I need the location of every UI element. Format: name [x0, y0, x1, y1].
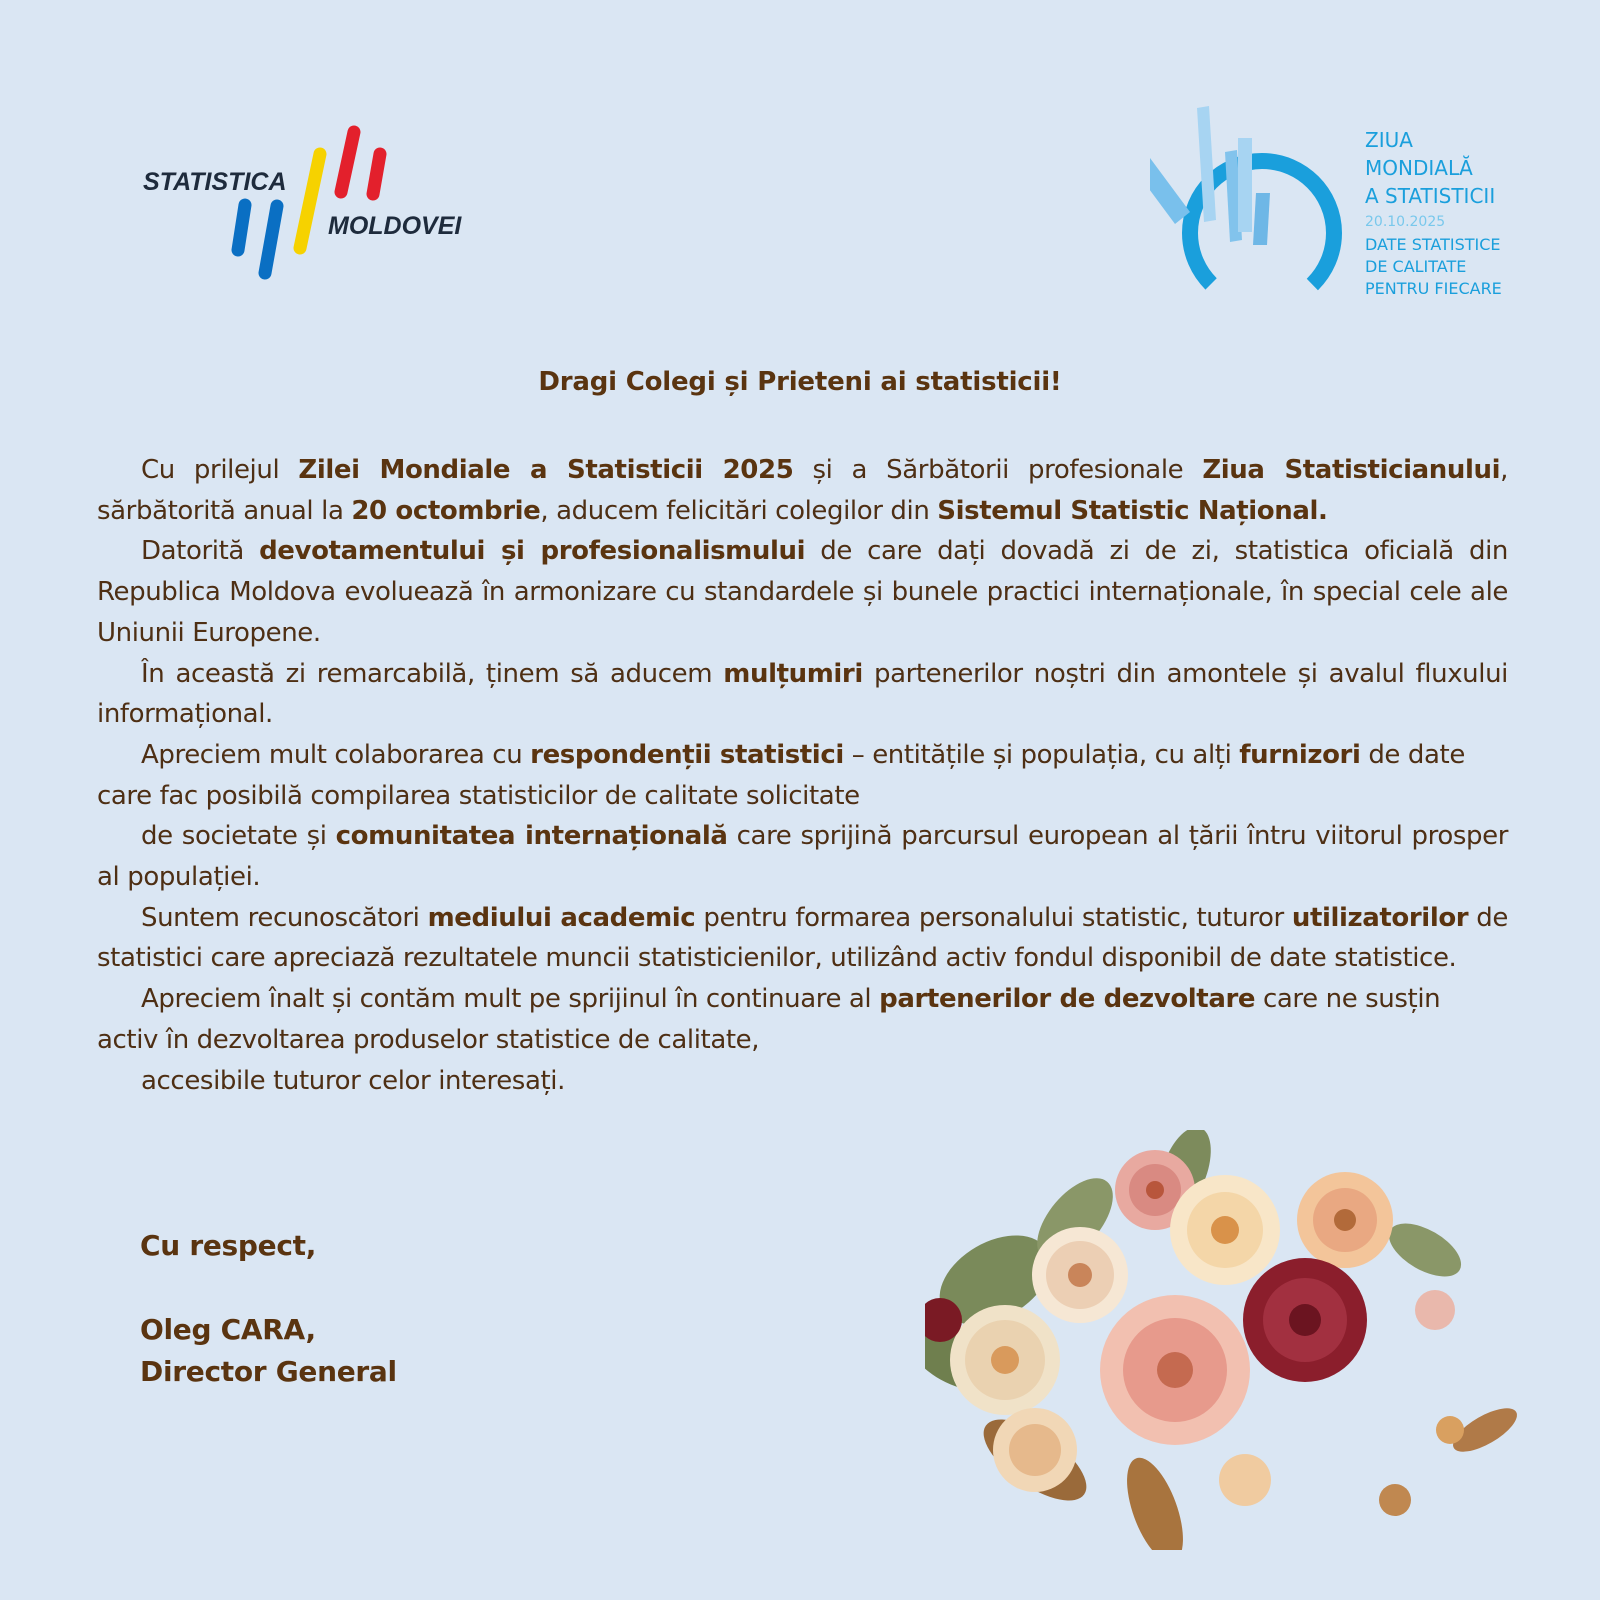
text-run: care sprijină parcursul european al țării întru viitorul prosper al populației.: [97, 821, 1508, 893]
letter-paragraph: [97, 654, 1508, 735]
text-run: În această zi remarcabilă, ținem să aducem: [141, 658, 724, 689]
text-run: care ne susțin activ în dezvoltarea produselor statistice de calitate,: [97, 984, 1441, 1055]
closing-text: Cu respect,: [140, 1229, 317, 1262]
text-run: Suntem recunoscători: [141, 902, 428, 933]
bold-phrase: furnizori: [1239, 739, 1361, 770]
text-run: de societate și: [141, 821, 336, 852]
wsd-title-line: ZIUA: [1365, 128, 1413, 152]
text-run: Apreciem mult colaborarea cu: [141, 739, 531, 770]
text-run: Cu prilejul: [141, 455, 299, 485]
world-statistics-day-logo: [1150, 100, 1530, 330]
letter-paragraph: [97, 1061, 1508, 1102]
bold-phrase: comunitatea internațională: [335, 821, 728, 852]
letter-body: [97, 450, 1508, 1101]
wsd-subtitle-line: DATE STATISTICE: [1365, 235, 1501, 254]
letter-paragraph: [97, 979, 1508, 1060]
bold-phrase: respondenții statistici: [530, 739, 844, 770]
letter-paragraph: [97, 531, 1508, 653]
flower-bouquet-image: [925, 1130, 1525, 1550]
wsd-emblem-icon: [1150, 100, 1360, 330]
text-run: pentru formarea personalului statistic, tuturor: [695, 902, 1292, 933]
bold-phrase: Zilei Mondiale a Statisticii 2025: [298, 455, 794, 485]
bold-phrase: Sistemul Statistic Național.: [937, 495, 1328, 526]
wsd-title-line: MONDIALĂ: [1365, 156, 1473, 180]
text-run: – entitățile și populația, cu alți: [843, 739, 1240, 770]
logo-word-moldovei: MOLDOVEI: [328, 212, 462, 240]
letter-paragraph: [97, 816, 1508, 897]
text-run: accesibile tuturor celor interesați.: [141, 1065, 565, 1096]
statistica-moldovei-logo: [140, 120, 480, 290]
text-run: , sărbătorită anual la: [97, 455, 1508, 526]
letter-paragraph: [97, 735, 1508, 816]
text-run: Apreciem înalt și contăm mult pe sprijinul în continuare al: [141, 984, 880, 1015]
wsd-subtitle-line: PENTRU FIECARE: [1365, 279, 1502, 298]
bold-phrase: 20 octombrie: [351, 495, 541, 526]
bold-phrase: devotamentului și profesionalismului: [259, 536, 806, 567]
text-run: partenerilor noștri din amontele și avalul fluxului informațional.: [97, 658, 1508, 730]
bold-phrase: mediului academic: [427, 902, 696, 933]
text-run: și a Sărbătorii profesionale: [793, 455, 1203, 485]
letter-paragraph: [97, 450, 1508, 531]
wsd-date: 20.10.2025: [1365, 214, 1446, 230]
signature-block: [140, 1225, 397, 1393]
text-run: , aducem felicitări colegilor din: [540, 495, 938, 526]
logo-stripes-icon: [140, 120, 480, 290]
text-run: Datorită: [141, 536, 260, 567]
letter-heading: Dragi Colegi și Prieteni ai statisticii!: [538, 367, 1062, 397]
bold-phrase: Ziua Statisticianului: [1202, 455, 1501, 485]
text-run: de care dați dovadă zi de zi, statistica oficială din Republica Moldova evoluează în armonizare cu standardele și bunele practici internaționale, în special cele ale Uniunii Europene.: [97, 536, 1508, 648]
text-run: de date care fac posibilă compilarea statisticilor de calitate solicitate: [97, 739, 1465, 811]
signer-title: Director General: [140, 1355, 397, 1388]
signer-name: Oleg CARA,: [140, 1313, 316, 1346]
logo-word-statistica: STATISTICA: [143, 168, 287, 196]
wsd-title-line: A STATISTICII: [1365, 184, 1496, 208]
wsd-text-block: [1365, 126, 1502, 300]
bold-phrase: partenerilor de dezvoltare: [879, 984, 1256, 1015]
flowers: [925, 1150, 1464, 1516]
letter-paragraph: [97, 898, 1508, 979]
bold-phrase: utilizatorilor: [1291, 902, 1469, 933]
text-run: de statistici care apreciază rezultatele muncii statisticienilor, utilizând activ fondul disponibil de date statistice.: [97, 902, 1508, 974]
bold-phrase: mulțumiri: [723, 658, 863, 689]
wsd-subtitle-line: DE CALITATE: [1365, 257, 1467, 276]
